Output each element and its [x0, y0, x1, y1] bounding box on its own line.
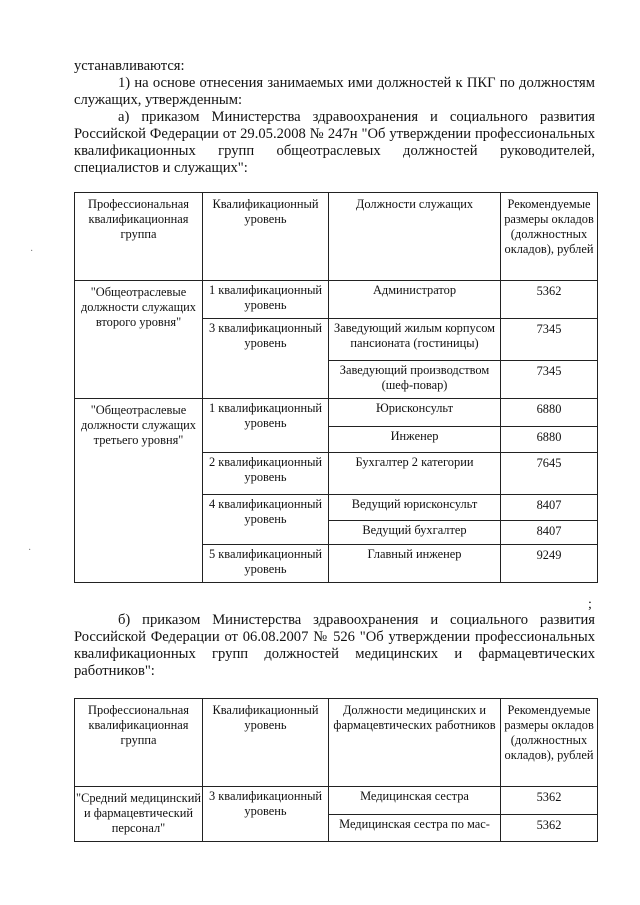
salary-cell: 5362 — [501, 787, 598, 815]
position-cell: Инженер — [329, 427, 501, 453]
position-cell: Бухгалтер 2 категории — [329, 453, 501, 495]
level-cell: 1 квалификационный уровень — [203, 281, 329, 319]
group-cell: "Общеотраслевые должности служащих третьего уровня" — [75, 399, 203, 583]
position-cell: Заведующий производством (шеф-повар) — [329, 361, 501, 399]
group-cell: "Средний медицинский и фармацевтический персонал" — [75, 787, 203, 842]
paragraph-1: 1) на основе отнесения занимаемых ими должностей к ПКГ по должностям служащих, утвержденным: — [74, 75, 595, 108]
position-cell: Администратор — [329, 281, 501, 319]
salary-cell: 8407 — [501, 521, 598, 545]
paragraph-b: б) приказом Министерства здравоохранения и социального развития Российской Федерации от 06.08.2007 № 526 "Об утверждении профессиональных квалификационных групп должностей медицинских и фармацевтических работников": — [74, 612, 595, 679]
header-salary: Рекомендуемые размеры окладов (должностных окладов), рублей — [501, 699, 598, 787]
level-cell: 4 квалификационный уровень — [203, 495, 329, 545]
header-salary: Рекомендуемые размеры окладов (должностных окладов), рублей — [501, 193, 598, 281]
salary-cell: 6880 — [501, 427, 598, 453]
salary-cell: 5362 — [501, 815, 598, 842]
level-cell: 2 квалификационный уровень — [203, 453, 329, 495]
salary-cell: 7345 — [501, 319, 598, 361]
position-cell: Юрисконсульт — [329, 399, 501, 427]
salary-cell: 7345 — [501, 361, 598, 399]
paragraph-a: а) приказом Министерства здравоохранения и социального развития Российской Федерации от 29.05.2008 № 247н "Об утверждении профессиональных квалификационных групп общеотраслевых должностей руководителей, специалистов и служащих": — [74, 109, 595, 176]
header-level: Квалификационный уровень — [203, 699, 329, 787]
level-cell: 1 квалификационный уровень — [203, 399, 329, 453]
scan-speck: · — [28, 545, 32, 556]
level-cell: 5 квалификационный уровень — [203, 545, 329, 583]
salary-table-general — [74, 192, 598, 583]
level-cell: 3 квалификационный уровень — [203, 787, 329, 842]
position-cell: Медицинская сестра по мас- — [329, 815, 501, 842]
header-group: Профессиональная квалификационная группа — [75, 699, 203, 787]
level-cell: 3 квалификационный уровень — [203, 319, 329, 399]
position-cell: Главный инженер — [329, 545, 501, 583]
scan-speck: · — [30, 246, 34, 257]
salary-cell: 8407 — [501, 495, 598, 521]
salary-cell: 5362 — [501, 281, 598, 319]
position-cell: Медицинская сестра — [329, 787, 501, 815]
position-cell: Ведущий юрисконсульт — [329, 495, 501, 521]
header-group: Профессиональная квалификационная группа — [75, 193, 203, 281]
salary-cell: 7645 — [501, 453, 598, 495]
group-cell: "Общеотраслевые должности служащих второго уровня" — [75, 281, 203, 399]
salary-cell: 6880 — [501, 399, 598, 427]
position-cell: Ведущий бухгалтер — [329, 521, 501, 545]
header-position: Должности медицинских и фармацевтических работников — [329, 699, 501, 787]
salary-table-medical — [74, 698, 598, 842]
text-line: устанавливаются: — [74, 58, 185, 74]
salary-cell: 9249 — [501, 545, 598, 583]
position-cell: Заведующий жилым корпусом пансионата (гостиницы) — [329, 319, 501, 361]
header-level: Квалификационный уровень — [203, 193, 329, 281]
header-position: Должности служащих — [329, 193, 501, 281]
semicolon-mark: ; — [588, 597, 592, 612]
